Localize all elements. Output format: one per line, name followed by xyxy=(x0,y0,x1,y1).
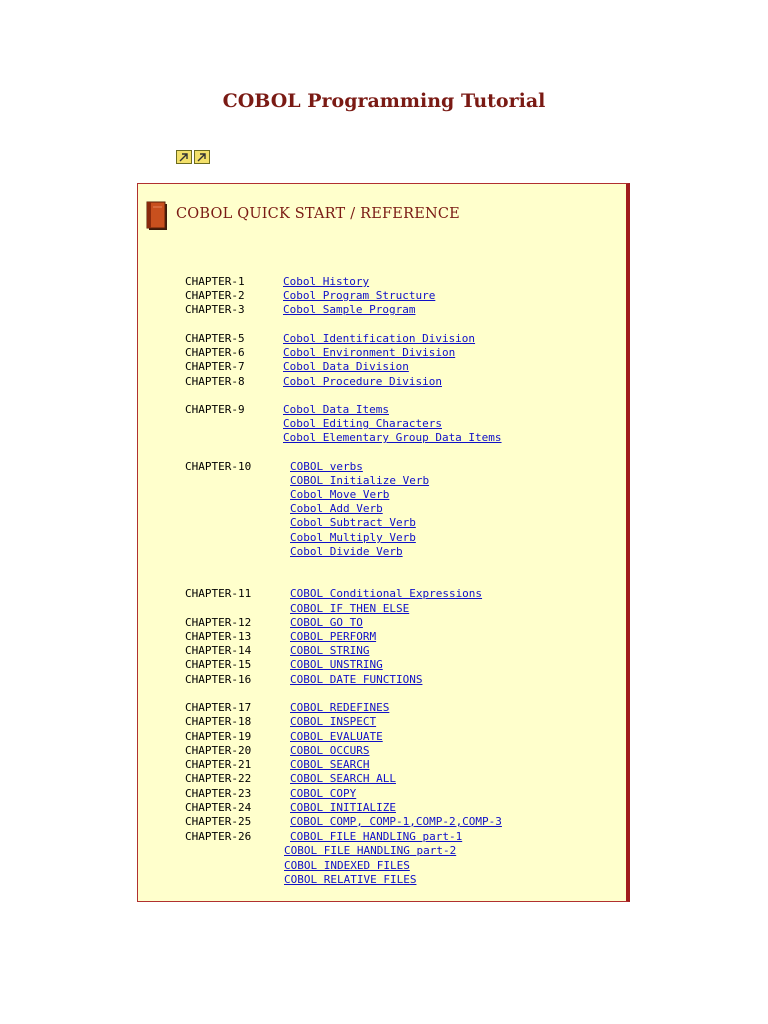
chapter-label: CHAPTER-11 xyxy=(185,587,252,600)
chapter-link[interactable]: COBOL COPY xyxy=(290,787,357,800)
chapter-label: CHAPTER-23 xyxy=(185,787,252,800)
chapter-label: CHAPTER-3 xyxy=(185,303,245,316)
chapter-link[interactable]: COBOL EVALUATE xyxy=(290,730,383,743)
chapter-link[interactable]: COBOL Conditional Expressions xyxy=(290,587,483,600)
chapter-link[interactable]: Cobol Editing Characters xyxy=(283,417,442,430)
chapter-label: CHAPTER-16 xyxy=(185,673,252,686)
chapter-link[interactable]: Cobol Data Division xyxy=(283,360,409,373)
chapter-link[interactable]: Cobol Subtract Verb xyxy=(290,516,416,529)
chapter-label: CHAPTER-25 xyxy=(185,815,252,828)
chapter-link[interactable]: Cobol Divide Verb xyxy=(290,545,403,558)
chapter-label: CHAPTER-26 xyxy=(185,830,252,843)
chapter-label: CHAPTER-21 xyxy=(185,758,252,771)
chapter-label: CHAPTER-9 xyxy=(185,403,245,416)
chapter-link[interactable]: COBOL REDEFINES xyxy=(290,701,390,714)
chapter-label: CHAPTER-13 xyxy=(185,630,252,643)
chapter-link[interactable]: COBOL DATE FUNCTIONS xyxy=(290,673,423,686)
chapter-label: CHAPTER-7 xyxy=(185,360,245,373)
reference-panel xyxy=(137,183,630,902)
chapter-link[interactable]: COBOL STRING xyxy=(290,644,370,657)
chapter-link[interactable]: Cobol Multiply Verb xyxy=(290,531,416,544)
chapter-link[interactable]: COBOL GO TO xyxy=(290,616,363,629)
chapter-label: CHAPTER-19 xyxy=(185,730,252,743)
chapter-link[interactable]: COBOL verbs xyxy=(290,460,363,473)
chapter-link[interactable]: Cobol Move Verb xyxy=(290,488,390,501)
next-page-icon[interactable] xyxy=(194,150,210,164)
chapter-link[interactable]: COBOL SEARCH xyxy=(290,758,370,771)
chapter-link[interactable]: Cobol Procedure Division xyxy=(283,375,442,388)
chapter-label: CHAPTER-17 xyxy=(185,701,252,714)
chapter-link[interactable]: Cobol Identification Division xyxy=(283,332,476,345)
chapter-link[interactable]: COBOL INITIALIZE xyxy=(290,801,396,814)
chapter-link[interactable]: COBOL OCCURS xyxy=(290,744,370,757)
chapter-link[interactable]: COBOL FILE HANDLING part-2 xyxy=(284,844,457,857)
chapter-label: CHAPTER-24 xyxy=(185,801,252,814)
chapter-label: CHAPTER-10 xyxy=(185,460,252,473)
chapter-label: CHAPTER-12 xyxy=(185,616,252,629)
chapter-label: CHAPTER-15 xyxy=(185,658,252,671)
page-title: COBOL Programming Tutorial xyxy=(222,90,546,112)
chapter-label: CHAPTER-18 xyxy=(185,715,252,728)
chapter-label: CHAPTER-20 xyxy=(185,744,252,757)
chapter-label: CHAPTER-14 xyxy=(185,644,252,657)
chapter-link[interactable]: Cobol Add Verb xyxy=(290,502,383,515)
prev-page-icon[interactable] xyxy=(176,150,192,164)
nav-icons xyxy=(176,150,210,164)
chapter-link[interactable]: COBOL IF THEN ELSE xyxy=(290,602,410,615)
chapter-link[interactable]: Cobol Data Items xyxy=(283,403,389,416)
chapter-link[interactable]: COBOL COMP, COMP-1,COMP-2,COMP-3 xyxy=(290,815,502,828)
chapter-label: CHAPTER-22 xyxy=(185,772,252,785)
chapter-label: CHAPTER-8 xyxy=(185,375,245,388)
chapter-link[interactable]: COBOL Initialize Verb xyxy=(290,474,430,487)
chapter-link[interactable]: COBOL UNSTRING xyxy=(290,658,383,671)
chapter-link[interactable]: COBOL INDEXED FILES xyxy=(284,859,410,872)
chapter-link[interactable]: COBOL PERFORM xyxy=(290,630,377,643)
chapter-link[interactable]: COBOL INSPECT xyxy=(290,715,377,728)
chapter-label: CHAPTER-6 xyxy=(185,346,245,359)
chapter-label: CHAPTER-5 xyxy=(185,332,245,345)
chapter-label: CHAPTER-2 xyxy=(185,289,245,302)
chapter-link[interactable]: Cobol History xyxy=(283,275,370,288)
chapter-link[interactable]: COBOL RELATIVE FILES xyxy=(284,873,417,886)
book-icon xyxy=(145,201,169,231)
chapter-link[interactable]: Cobol Sample Program xyxy=(283,303,416,316)
chapter-link[interactable]: Cobol Elementary Group Data Items xyxy=(283,431,502,444)
chapter-link[interactable]: Cobol Environment Division xyxy=(283,346,456,359)
chapter-link[interactable]: COBOL SEARCH ALL xyxy=(290,772,396,785)
panel-heading: COBOL QUICK START / REFERENCE xyxy=(176,206,460,222)
chapter-link[interactable]: COBOL FILE HANDLING part-1 xyxy=(290,830,463,843)
chapter-link[interactable]: Cobol Program Structure xyxy=(283,289,436,302)
chapter-label: CHAPTER-1 xyxy=(185,275,245,288)
